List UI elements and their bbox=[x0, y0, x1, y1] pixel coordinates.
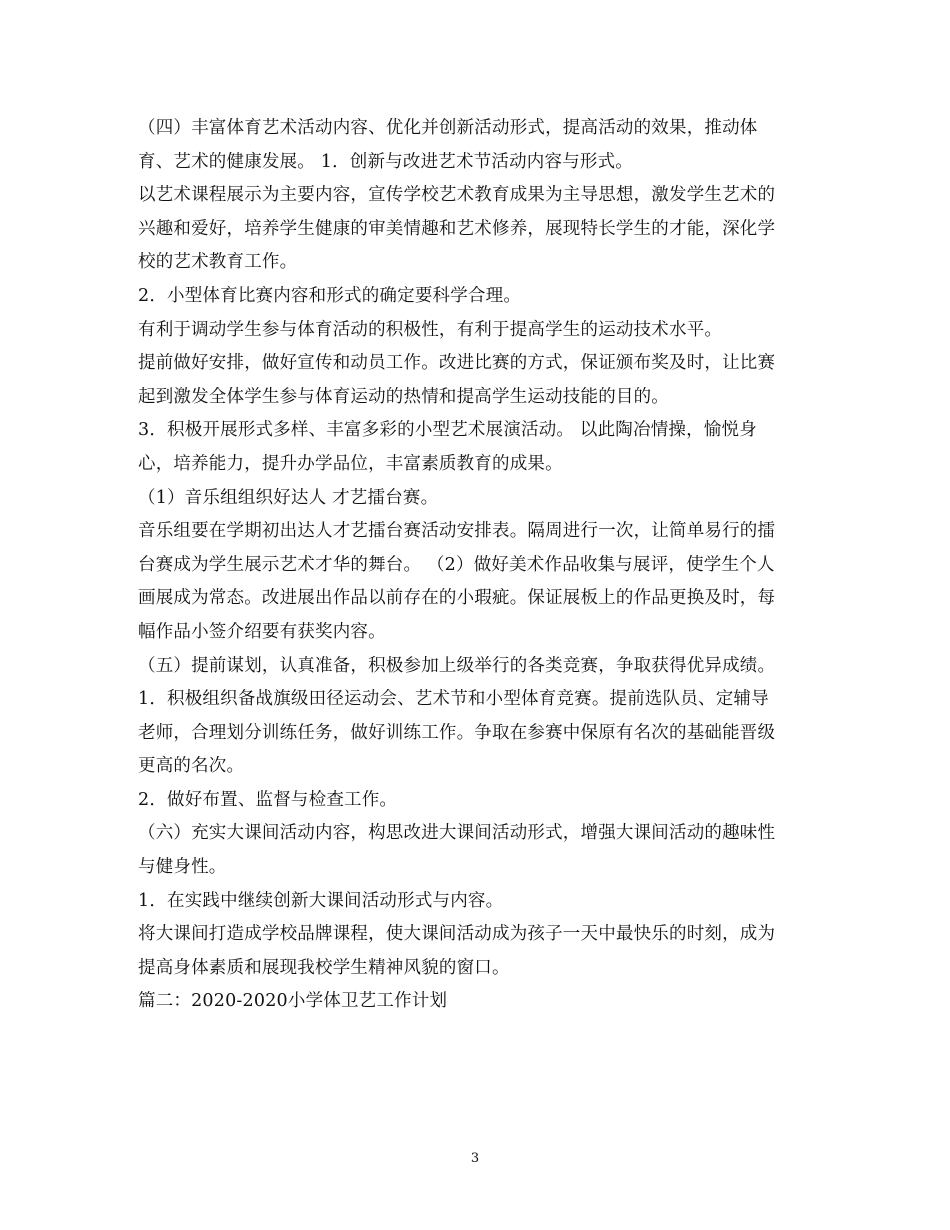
text-line: 提高身体素质和展现我校学生精神风貌的窗口。 bbox=[138, 957, 510, 978]
text-line: 兴趣和爱好，培养学生健康的审美情趣和艺术修养，展现特长学生的才能，深化学 bbox=[138, 218, 776, 239]
text-line: （五）提前谋划，认真准备，积极参加上级举行的各类竞赛，争取获得优异成绩。 bbox=[138, 655, 776, 676]
text-line: 老师，合理划分训练任务，做好训练工作。争取在参赛中保原有名次的基础能晋级 bbox=[138, 722, 776, 743]
text-line: 画展成为常态。改进展出作品以前存在的小瑕疵。保证展板上的作品更换及时，每 bbox=[138, 588, 776, 609]
text-line: 1．在实践中继续创新大课间活动形式与内容。 bbox=[138, 890, 504, 911]
text-line: 1．积极组织备战旗级田径运动会、艺术节和小型体育竞赛。提前选队员、定辅导 bbox=[138, 689, 769, 710]
section-heading: 篇二：2020-2020小学体卫艺工作计划 bbox=[138, 991, 448, 1012]
text-line: （六）充实大课间活动内容，构思改进大课间活动形式，增强大课间活动的趣味性 bbox=[138, 823, 776, 844]
text-line: 心，培养能力，提升办学品位，丰富素质教育的成果。 bbox=[138, 453, 563, 474]
text-line: 3．积极开展形式多样、丰富多彩的小型艺术展演活动。 以此陶冶情操，愉悦身 bbox=[138, 420, 757, 441]
text-line: 将大课间打造成学校品牌课程，使大课间活动成为孩子一天中最快乐的时刻，成为 bbox=[138, 924, 776, 945]
text-line: 起到激发全体学生参与体育运动的热情和提高学生运动技能的目的。 bbox=[138, 386, 669, 407]
text-line: （1）音乐组组织好达人 才艺擂台赛。 bbox=[138, 487, 439, 508]
text-line: 台赛成为学生展示艺术才华的舞台。 （2）做好美术作品收集与展评，使学生个人 bbox=[138, 554, 775, 575]
text-line: 校的艺术教育工作。 bbox=[138, 252, 298, 273]
text-line: 提前做好安排，做好宣传和动员工作。改进比赛的方式，保证颁布奖及时，让比赛 bbox=[138, 353, 776, 374]
text-line: 幅作品小签介绍要有获奖内容。 bbox=[138, 621, 386, 642]
text-line: 音乐组要在学期初出达人才艺擂台赛活动安排表。隔周进行一次，让简单易行的擂 bbox=[138, 521, 776, 542]
text-line: 与健身性。 bbox=[138, 857, 227, 878]
text-line: 育、艺术的健康发展。 1．创新与改进艺术节活动内容与形式。 bbox=[138, 151, 633, 172]
text-line: 有利于调动学生参与体育活动的积极性，有利于提高学生的运动技术水平。 bbox=[138, 319, 723, 340]
text-line: 2．做好布置、监督与检查工作。 bbox=[138, 789, 398, 810]
page-number: 3 bbox=[470, 1151, 480, 1166]
text-line: 以艺术课程展示为主要内容，宣传学校艺术教育成果为主导思想，激发学生艺术的 bbox=[138, 185, 776, 206]
text-line: 更高的名次。 bbox=[138, 756, 245, 777]
document-body bbox=[138, 112, 814, 1019]
text-line: 2．小型体育比赛内容和形式的确定要科学合理。 bbox=[138, 285, 522, 306]
text-line: （四）丰富体育艺术活动内容、优化并创新活动形式，提高活动的效果，推动体 bbox=[138, 118, 758, 138]
